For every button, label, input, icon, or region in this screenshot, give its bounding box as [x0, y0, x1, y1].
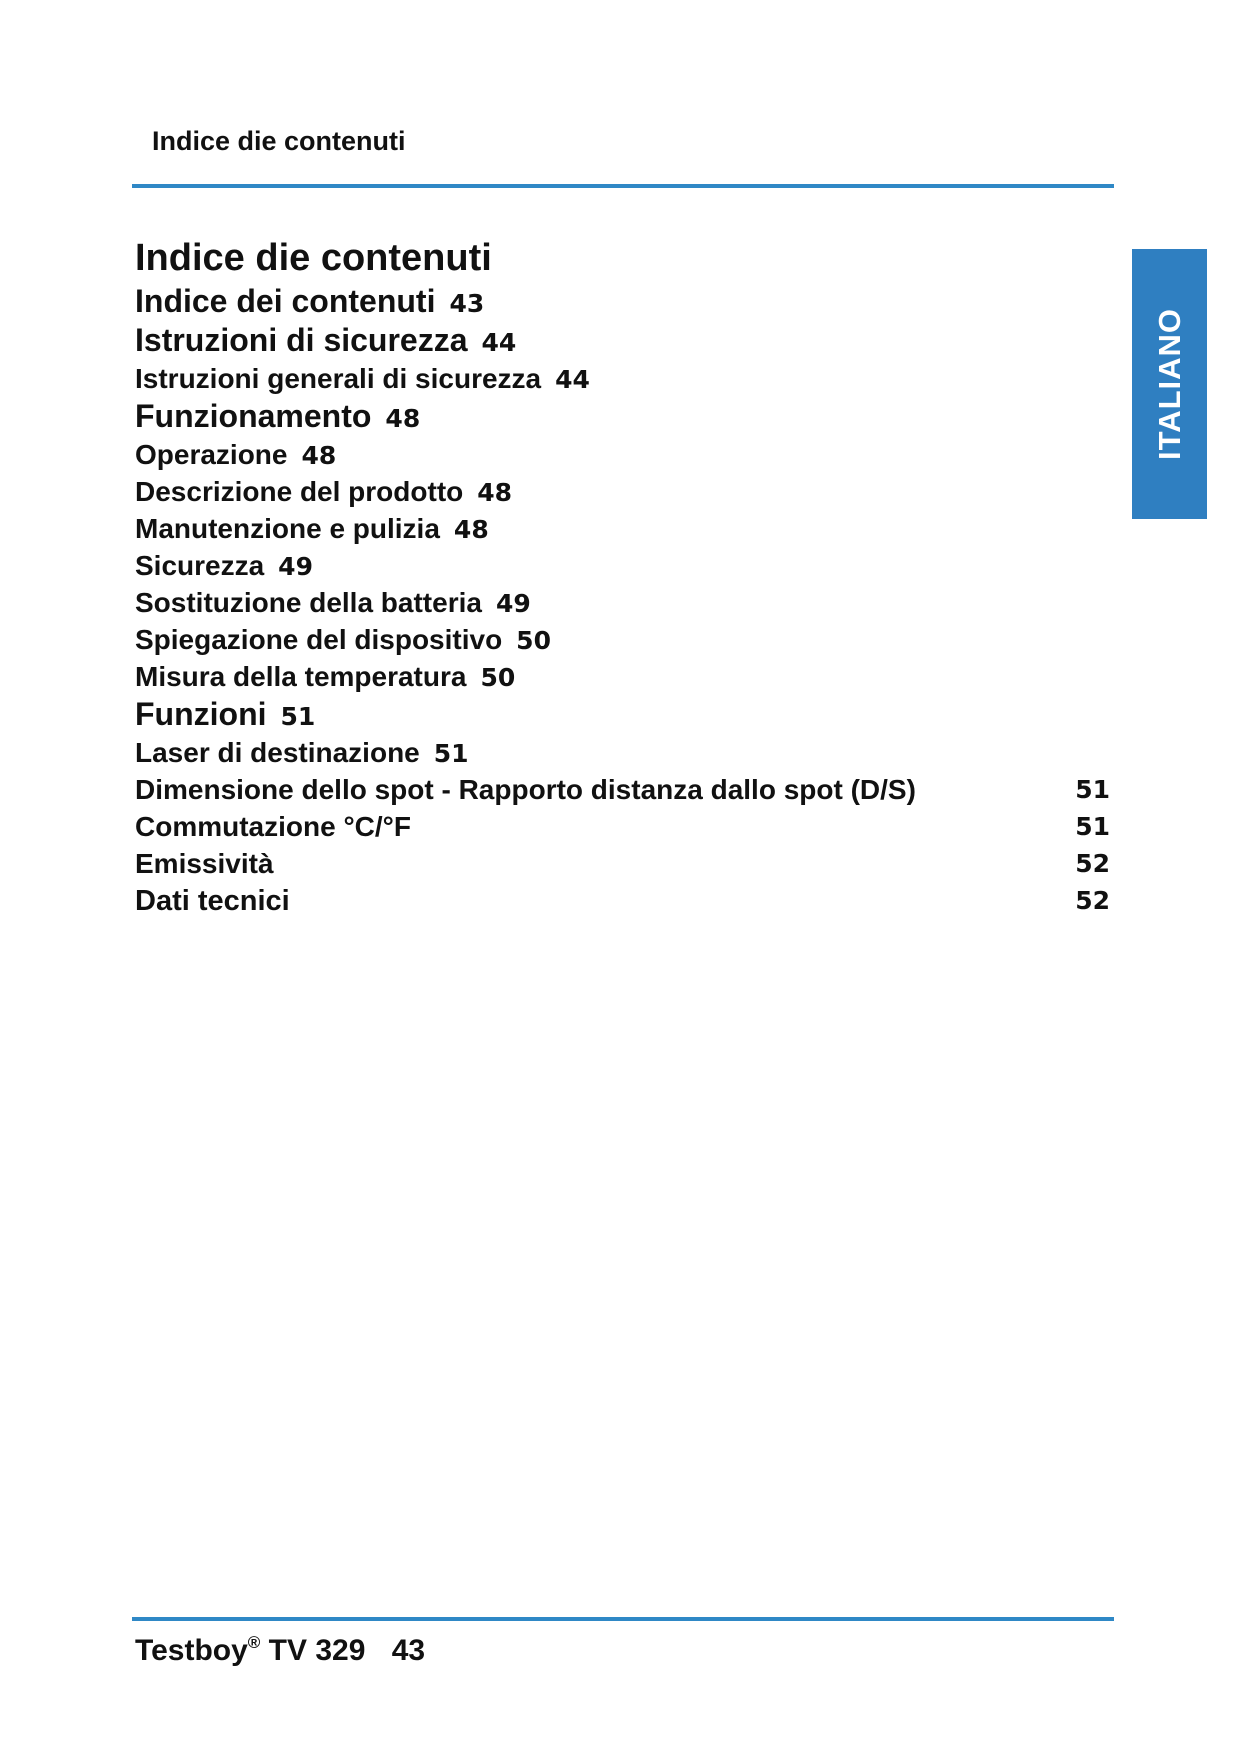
header-divider	[132, 184, 1114, 188]
footer	[135, 1633, 426, 1667]
toc-entry-misura-della-temperatura[interactable]	[135, 658, 1110, 695]
toc-entry-label: Istruzioni generali di sicurezza	[135, 363, 542, 394]
toc-entry-page: 50	[480, 663, 516, 692]
footer-divider	[132, 1617, 1114, 1621]
toc-entry-label: Dimensione dello spot - Rapporto distanza dallo spot (D/S)	[135, 774, 916, 805]
toc-entry-page: 52	[1075, 849, 1110, 878]
toc-entry-label: Funzionamento	[135, 398, 372, 434]
toc-entry-spiegazione-del-dispositivo[interactable]	[135, 621, 1110, 658]
toc-entry-page: 51	[433, 739, 469, 768]
footer-model: TV 329	[268, 1634, 366, 1667]
toc-entry-label: Funzioni	[135, 696, 267, 732]
toc-entry-page: 48	[301, 441, 337, 470]
toc-entry-page: 51	[280, 702, 316, 731]
toc-entry-page: 51	[1075, 775, 1110, 804]
toc-entry-label: Spiegazione del dispositivo	[135, 624, 503, 655]
toc-entry-istruzioni-generali-di-sicurezza[interactable]	[135, 360, 1110, 397]
toc-entry-funzioni[interactable]	[135, 695, 1110, 734]
toc-entry-indice-dei-contenuti[interactable]	[135, 282, 1110, 321]
toc-entry-label: Commutazione °C/°F	[135, 811, 411, 842]
toc-entry-page: 48	[385, 404, 421, 433]
toc-entry-label: Sicurezza	[135, 550, 265, 581]
toc-entry-page: 44	[481, 328, 517, 357]
toc-entry-label: Manutenzione e pulizia	[135, 513, 440, 544]
toc-entry-label: Emissività	[135, 848, 274, 879]
footer-page-number: 43	[391, 1634, 426, 1667]
toc-entry-operazione[interactable]	[135, 436, 1110, 473]
toc-entry-funzionamento[interactable]	[135, 397, 1110, 436]
toc-entry-commutazione-c-f[interactable]	[135, 808, 1110, 845]
toc-entry-page: 50	[516, 626, 551, 655]
toc-entry-label: Operazione	[135, 439, 288, 470]
toc-entry-label: Istruzioni di sicurezza	[135, 322, 468, 358]
toc-entry-label: Laser di destinazione	[135, 737, 420, 768]
toc-entry-label: Dati tecnici	[135, 885, 290, 917]
toc-entry-page: 51	[1075, 812, 1110, 841]
footer-brand: Testboy	[135, 1634, 248, 1667]
language-tab	[1132, 249, 1207, 519]
toc-entry-emissivita[interactable]	[135, 845, 1110, 882]
toc-entry-label: Indice dei contenuti	[135, 283, 436, 319]
toc-entry-dati-tecnici[interactable]	[135, 882, 1110, 920]
toc-entry-laser-di-destinazione[interactable]	[135, 734, 1110, 771]
toc-list	[135, 282, 1110, 920]
toc-title: Indice die contenuti	[135, 237, 492, 280]
toc-entry-dimensione-dello-spot[interactable]	[135, 771, 1110, 808]
toc-entry-istruzioni-di-sicurezza[interactable]	[135, 321, 1110, 360]
toc-entry-label: Descrizione del prodotto	[135, 476, 464, 507]
toc-entry-label: Misura della temperatura	[135, 661, 467, 692]
running-header-title: Indice die contenuti	[152, 126, 406, 156]
toc-entry-page: 44	[555, 365, 590, 394]
toc-entry-page: 48	[477, 478, 513, 507]
toc-entry-manutenzione-e-pulizia[interactable]	[135, 510, 1110, 547]
toc-entry-page: 43	[449, 289, 485, 318]
toc-entry-sicurezza[interactable]	[135, 547, 1110, 584]
toc-entry-label: Sostituzione della batteria	[135, 587, 482, 618]
toc-entry-sostituzione-della-batteria[interactable]	[135, 584, 1110, 621]
toc-entry-page: 52	[1075, 886, 1110, 915]
toc-entry-descrizione-del-prodotto[interactable]	[135, 473, 1110, 510]
registered-mark: ®	[247, 1633, 261, 1652]
toc-entry-page: 49	[278, 552, 313, 581]
toc-entry-page: 48	[453, 515, 489, 544]
toc-entry-page: 49	[495, 589, 531, 618]
language-tab-label: ITALIANO	[1151, 307, 1187, 461]
